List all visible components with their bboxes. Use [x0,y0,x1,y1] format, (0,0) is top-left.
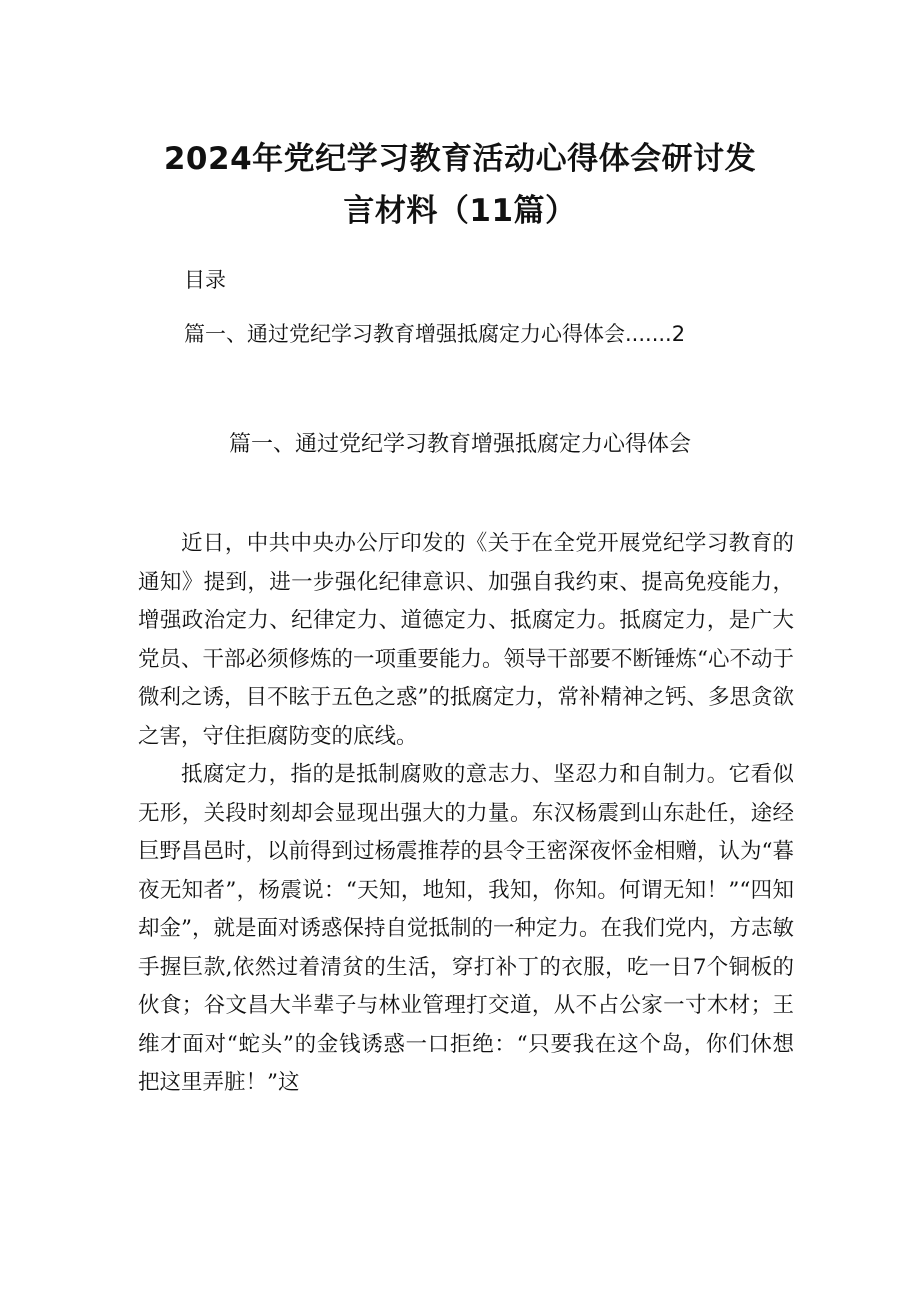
toc-entry-dots: ....... [625,322,672,346]
toc-entry-page: 2 [671,322,686,346]
body-text [138,525,794,1103]
toc-heading: 目录 [184,268,226,292]
toc-entry[interactable] [184,318,744,350]
section-title: 篇一、通过党纪学习教育增强抵腐定力心得体会 [228,432,691,457]
paragraph: 抵腐定力，指的是抵制腐败的意志力、坚忍力和自制力。它看似无形，关段时刻却会显现出强大的力量。东汉杨震到山东赴任，途经巨野昌邑时，以前得到过杨震推荐的县令王密深夜怀金相赠，认为“暮夜无知者”，杨震说：“天知，地知，我知，你知。何谓无知！”“四知却金”，就是面对诱惑保持自觉抵制的一种定力。在我们党内，方志敏手握巨款,依然过着清贫的生活，穿打补丁的衣服，吃一日7个铜板的伙食；谷文昌大半辈子与林业管理打交道，从不占公家一寸木材；王维才面对“蛇头”的金钱诱惑一口拒绝：“只要我在这个岛，你们休想把这里弄脏！”这 [138,762,794,1095]
document-title-line-2: 言材料（11篇） [343,193,577,229]
document-title-line-1: 2024年党纪学习教育活动心得体会研讨发 [163,141,757,177]
paragraph: 近日，中共中央办公厅印发的《关于在全党开展党纪学习教育的通知》提到，进一步强化纪律意识、加强自我约束、提高免疫能力，增强政治定力、纪律定力、道德定力、抵腐定力。抵腐定力，是广大党员、干部必须修炼的一项重要能力。领导干部要不断锤炼“心不动于微利之诱，目不眩于五色之惑”的抵腐定力，常补精神之钙、多思贪欲之害，守住拒腐防变的底线。 [138,531,794,749]
toc-entry-label: 篇一、通过党纪学习教育增强抵腐定力心得体会 [184,322,625,346]
